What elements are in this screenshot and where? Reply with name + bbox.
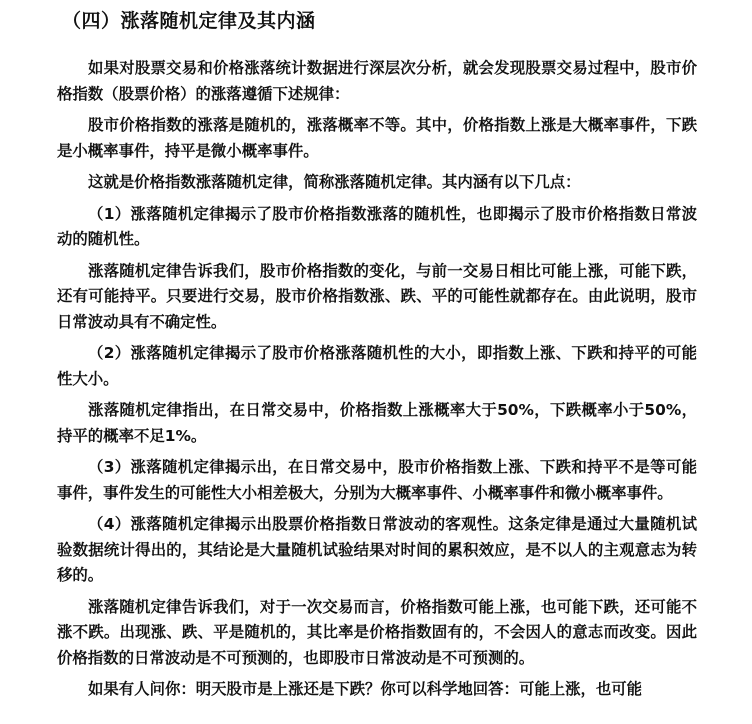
paragraph: （1）涨落随机定律揭示了股市价格指数涨落的随机性，也即揭示了股市价格指数日常波动的随机性。 [57,204,697,248]
paragraph: 涨落随机定律告诉我们，股市价格指数的变化，与前一交易日相比可能上涨，可能下跌，还有可能持平。只要进行交易，股市价格指数涨、跌、平的可能性就都存在。由此说明，股市日常波动具有不确定性。 [57,261,697,331]
paragraph: 股市价格指数的涨落是随机的，涨落概率不等。其中，价格指数上涨是大概率事件，下跌是小概率事件，持平是微小概率事件。 [57,116,697,160]
paragraph: 如果有人问你：明天股市是上涨还是下跌？你可以科学地回答：可能上涨，也可能 [88,680,643,698]
section-heading: （四）涨落随机定律及其内涵 [62,10,316,32]
body-text [57,56,697,709]
paragraph: 涨落随机定律告诉我们，对于一次交易而言，价格指数可能上涨，也可能下跌，还可能不涨不跌。出现涨、跌、平是随机的，其比率是价格指数固有的，不会因人的意志而改变。因此价格指数的日常波动是不可预测的，也即股市日常波动是不可预测的。 [57,597,697,667]
paragraph: 如果对股票交易和价格涨落统计数据进行深层次分析，就会发现股票交易过程中，股市价格指数（股票价格）的涨落遵循下述规律： [57,59,697,103]
paragraph: （3）涨落随机定律揭示出，在日常交易中，股市价格指数上涨、下跌和持平不是等可能事件，事件发生的可能性大小相差极大，分别为大概率事件、小概率事件和微小概率事件。 [57,458,697,502]
paragraph: （4）涨落随机定律揭示出股票价格指数日常波动的客观性。这条定律是通过大量随机试验数据统计得出的，其结论是大量随机试验结果对时间的累积效应，是不以人的主观意志为转移的。 [57,515,697,584]
paragraph: 这就是价格指数涨落随机定律，简称涨落随机定律。其内涵有以下几点： [88,173,581,191]
paragraph: 涨落随机定律指出，在日常交易中，价格指数上涨概率大于50%，下跌概率小于50%，持平的概率不足1%。 [57,401,697,445]
paragraph: （2）涨落随机定律揭示了股市价格涨落随机性的大小，即指数上涨、下跌和持平的可能性大小。 [57,344,697,388]
